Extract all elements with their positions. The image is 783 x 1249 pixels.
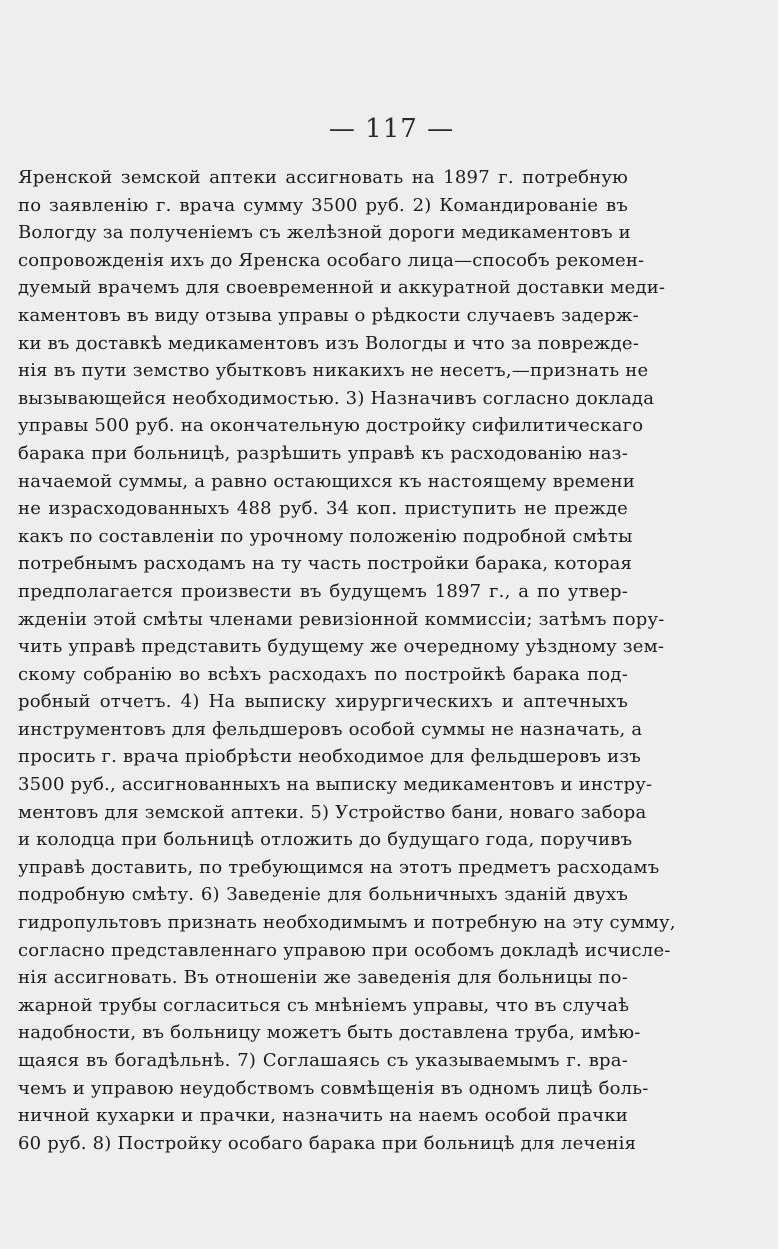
page-number: — 117 —: [328, 114, 455, 144]
text-line: и колодца при больницѣ отложить до будущаго года, поручивъ: [18, 829, 633, 851]
text-line: каментовъ въ виду отзыва управы о рѣдкости случаевъ задерж-: [18, 304, 639, 326]
text-line: чемъ и управою неудобствомъ совмѣщенія въ одномъ лицѣ боль-: [18, 1077, 649, 1099]
text-line: нія ассигновать. Въ отношеніи же заведенія для больницы по-: [18, 967, 628, 989]
text-line: чить управѣ представить будущему же очередному уѣздному зем-: [18, 636, 665, 658]
text-line: барака при больницѣ, разрѣшить управѣ къ расходованію наз-: [18, 442, 628, 464]
text-line: просить г. врача пріобрѣсти необходимое для фельдшеровъ изъ: [18, 746, 641, 768]
text-line: не израсходованныхъ 488 руб. 34 коп. приступить не прежде: [18, 498, 628, 520]
text-line: щаяся въ богадѣльнѣ. 7) Соглашаясь съ указываемымъ г. вра-: [18, 1050, 628, 1071]
text-line: 60 руб. 8) Постройку особаго барака при больницѣ для леченія: [18, 1132, 637, 1154]
text-line: начаемой суммы, а равно остающихся къ настоящему времени: [18, 470, 635, 492]
text-line: управѣ доставить, по требующимся на этотъ предметъ расходамъ: [18, 856, 660, 878]
text-line: потребнымъ расходамъ на ту часть постройки барака, которая: [18, 553, 633, 575]
text-line: ничной кухарки и прачки, назначить на наемъ особой прачки: [18, 1105, 628, 1127]
text-line: гидропультовъ признать необходимымъ и потребную на эту сумму,: [18, 912, 676, 934]
text-line: нія въ пути земство убытковъ никакихъ не несетъ,—признать не: [18, 360, 649, 382]
page-edge: [778, 0, 783, 1249]
text-line: управы 500 руб. на окончательную достройку сифилитическаго: [18, 415, 644, 437]
text-line: согласно представленнаго управою при особомъ докладѣ исчисле-: [18, 939, 671, 961]
body-text: [18, 164, 676, 1157]
text-line: дуемый врачемъ для своевременной и аккуратной доставки меди-: [18, 277, 666, 299]
text-line: скому собранію во всѣхъ расходахъ по постройкѣ барака под-: [18, 663, 628, 685]
text-line: подробную смѣту. 6) Заведеніе для больничныхъ зданій двухъ: [18, 884, 628, 906]
text-line: вызывающейся необходимостью. 3) Назначивъ согласно доклада: [18, 387, 655, 409]
text-line: жарной трубы согласиться съ мнѣніемъ управы, что въ случаѣ: [18, 994, 630, 1016]
text-line: по заявленію г. врача сумму 3500 руб. 2) Командированіе въ: [18, 194, 628, 216]
text-line: жденіи этой смѣты членами ревизіонной коммиссіи; затѣмъ пору-: [18, 608, 665, 630]
text-line: ки въ доставкѣ медикаментовъ изъ Вологды и что за поврежде-: [18, 332, 640, 354]
text-line: 3500 руб., ассигнованныхъ на выписку медикаментовъ и инстру-: [18, 774, 653, 796]
text-line: какъ по составленіи по урочному положенію подробной смѣты: [18, 525, 633, 547]
text-line: робный отчетъ. 4) На выписку хирургическихъ и аптечныхъ: [18, 691, 628, 713]
text-line: ментовъ для земской аптеки. 5) Устройство бани, новаго забора: [18, 801, 647, 823]
text-line: Вологду за полученіемъ съ желѣзной дороги медикаментовъ и: [18, 222, 631, 244]
text-line: Яренской земской аптеки ассигновать на 1897 г. потребную: [18, 167, 628, 188]
text-line: надобности, въ больницу можетъ быть доставлена труба, имѣю-: [18, 1022, 641, 1044]
text-line: сопровожденія ихъ до Яренска особаго лица—способъ рекомен-: [18, 249, 645, 271]
text-line: предполагается произвести въ будущемъ 1897 г., а по утвер-: [18, 580, 628, 602]
text-line: инструментовъ для фельдшеровъ особой суммы не назначать, а: [18, 718, 643, 740]
